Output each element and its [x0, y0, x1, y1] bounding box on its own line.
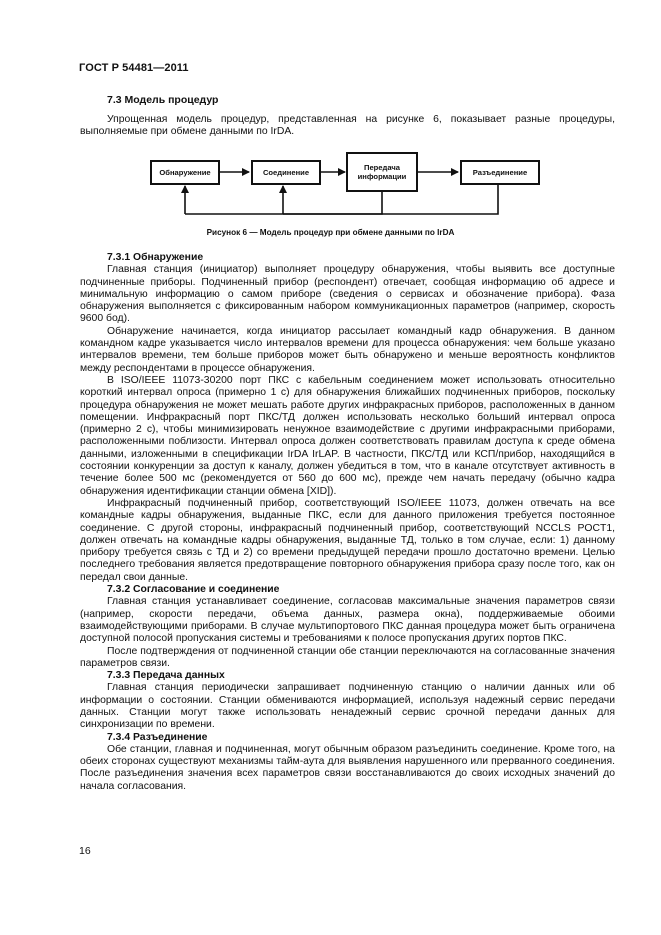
page-number: 16: [79, 845, 91, 857]
box-data-transfer: Передача информации: [346, 152, 418, 192]
return-line-to-connect: [283, 192, 382, 214]
paragraph: Главная станция периодически запрашивает подчиненную станцию о наличии данных или об информации о состоянии. Станции обмениваются информацией, используя надежный сервис передачи данных. Станции могут также использовать ненадежный сервис срочной передачи данных для синхронизации по времени.: [80, 682, 615, 731]
section-title: 7.3 Модель процедур: [107, 94, 219, 106]
subsection-title-disconnect: 7.3.4 Разъединение: [107, 731, 208, 743]
procedure-model-diagram: [0, 148, 661, 228]
subsection-title-negotiation: 7.3.2 Согласование и соединение: [107, 584, 280, 596]
paragraph: Главная станция устанавливает соединение, согласовав максимальные значения параметров связи (например, скорости передачи, объема данных, размера окна), поддерживаемые обоими взаимодействующими приборами. В случае мультипортового ПКС данная процедура может быть ограничена доступной полосой пропускания системы и требованиями к полосе пропускания других портов ПКС.: [80, 596, 615, 645]
paragraph: Обнаружение начинается, когда инициатор рассылает командный кадр обнаружения. В данном командном кадре указывается число интервалов времени для процесса обнаружения: чем больше указано интервалов времени, тем больше приборов может быть обнаружено и меньше вероятность конфликтов между респондентами в процессе обнаружения.: [80, 325, 615, 374]
box-connection: Соединение: [251, 160, 321, 185]
subsection-title-discovery: 7.3.1 Обнаружение: [107, 252, 204, 263]
paragraph: В ISO/IEEE 11073-30200 порт ПКС с кабельным соединением может использовать относительно короткий интервал опроса (примерно 1 с) для обнаружения ближайших подчиненных приборов, поскольку процедура обнаружения не может мешать работе других инфракрасных приборов, расположенных в данном помещении. Инфракрасный порт ПКС/ТД должен использовать несколько больший интервал опроса (примерно 2 с), чтобы минимизировать ненужное взаимодействие с другими инфракрасными приборами, расположенными поблизости. Интервал опроса должен соответствовать правилам доступа к среде обмена данными, изложенными в спецификации IrDA IrLAP. В частности, ПКС/ТД или КСП/прибор, находящийся в состоянии конкуренции за доступ к каналу, должен убедиться в том, что в канале отсутствует активность в течение более 500 мс (рекомендуется от 560 до 600 мс), прежде чем начать передачу (обычно кадра обнаружения идентификации станции обмена [XID]).: [80, 374, 615, 497]
intro-paragraph: [80, 114, 615, 139]
intro-text: Упрощенная модель процедур, представленная на рисунке 6, показывает разные процедуры, выполняемые при обмене данными по IrDA.: [80, 114, 615, 138]
body-text: [80, 252, 615, 793]
figure-caption: Рисунок 6 — Модель процедур при обмене данными по IrDA: [206, 228, 455, 237]
box-discovery: Обнаружение: [150, 160, 220, 185]
paragraph: После подтверждения от подчиненной станции обе станции переключаются на согласованные значения параметров связи.: [80, 645, 615, 669]
paragraph: Главная станция (инициатор) выполняет процедуру обнаружения, чтобы выявить все доступные подчиненные приборы. Подчиненный прибор (респондент) отвечает, сообщая информацию об адресе и минимальную информацию о самом приборе (сведения о сервисах и обозначение прибора). Фаза обнаружения выполняется с фиксированным набором коммуникационных параметров (например, скорость 9600 бод).: [80, 264, 615, 325]
paragraph: Инфракрасный подчиненный прибор, соответствующий ISO/IEEE 11073, должен отвечать на все командные кадры обнаружения, выданные ПКС, если для данного приложения требуется постоянное соединение. С другой стороны, инфракрасный подчиненный прибор, соответствующий NCCLS POCT1, должен отвечать на командные кадры обнаружения, выданные ТД, только в том случае, если: 1) данному прибору требуется связь с ТД и 2) со времени предыдущей передачи прошло достаточно времени. Целью последнего требования является предотвращение повторного обнаружения прибора сразу после того, как он передал свои данные.: [80, 497, 615, 583]
paragraph: Обе станции, главная и подчиненная, могут обычным образом разъединить соединение. Кроме того, на обеих сторонах существуют механизмы тайм-аута для выявления нарушенного или прерванного соединения. После разъединения значения всех параметров связи восстанавливаются до своих исходных значений до начала согласования.: [80, 743, 615, 792]
return-line-to-discovery: [185, 184, 498, 214]
box-disconnect: Разъединение: [460, 160, 540, 185]
subsection-title-data-transfer: 7.3.3 Передача данных: [107, 670, 225, 682]
diagram-connectors: [0, 148, 661, 228]
document-header: ГОСТ Р 54481—2011: [79, 62, 189, 74]
